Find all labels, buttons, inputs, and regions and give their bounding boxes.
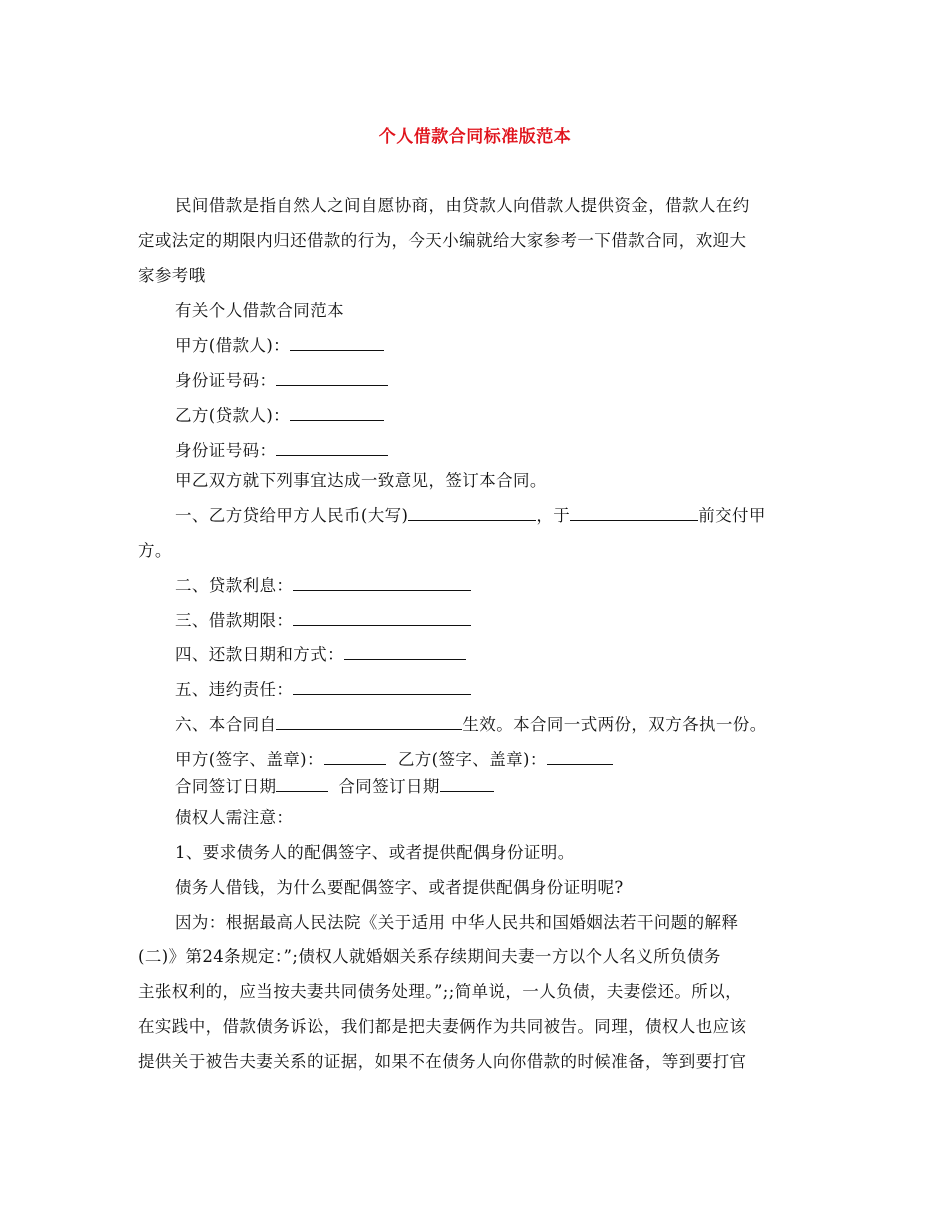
clause-2-label: 二、贷款利息： [175,576,294,595]
clause-5-label: 五、违约责任： [175,680,294,699]
party-a-blank [290,334,384,351]
party-b-id-blank [276,439,388,456]
party-b-id-label: 身份证号码： [175,441,277,460]
clause-6-blank [276,713,462,730]
clause-4-blank [344,643,466,660]
reason-line-3: 主张权利的，应当按夫妻共同债务处理。”;;简单说，一人负债，夫妻偿还。所以， [138,982,743,1001]
party-b-line [138,404,865,428]
notice-item-1: 1、要求债务人的配偶签字、或者提供配偶身份证明。 [175,843,575,862]
notice-title: 债权人需注意： [175,808,294,827]
clause-2-blank [293,574,471,591]
document-title: 个人借款合同标准版范本 [378,127,572,147]
date-b-label: 合同签订日期 [338,777,440,796]
clause-1-amount-blank [408,504,536,521]
clause-6-text-b: 生效。本合同一式两份，双方各执一份。 [462,715,767,734]
clause-1-date-blank [570,504,698,521]
party-a-id-blank [276,369,388,386]
date-a-blank [276,775,328,792]
question-line: 债务人借钱，为什么要配偶签字、或者提供配偶身份证明呢? [175,878,624,897]
date-line [138,775,865,799]
clause-1-line [138,504,865,528]
party-b-label: 乙方(贷款人)： [175,406,291,425]
clause-3-line [138,609,865,633]
clause-4-label: 四、还款日期和方式： [175,645,344,664]
clause-3-label: 三、借款期限： [175,611,294,630]
agreement-line: 甲乙双方就下列事宜达成一致意见，签订本合同。 [175,471,547,490]
sign-b-blank [547,748,613,765]
date-a-label: 合同签订日期 [175,777,277,796]
sign-b-label: 乙方(签字、盖章)： [397,750,547,769]
party-a-label: 甲方(借款人)： [175,336,291,355]
sign-a-label: 甲方(签字、盖章)： [175,750,324,769]
clause-1-text-a: 一、乙方贷给甲方人民币(大写) [175,506,409,525]
clause-1-continuation: 方。 [138,541,172,560]
reason-line-5: 提供关于被告夫妻关系的证据，如果不在债务人向你借款的时候准备，等到要打官 [138,1052,747,1071]
intro-line-2: 定或法定的期限内归还借款的行为，今天小编就给大家参考一下借款合同，欢迎大 [138,231,747,250]
clause-4-line [138,643,865,667]
clause-1-text-c: 前交付甲 [698,506,766,525]
clause-6-line [138,713,865,737]
reason-line-1: 因为：根据最高人民法院《关于适用 中华人民共和国婚姻法若干问题的解释 [175,913,739,932]
reason-line-4: 在实践中，借款债务诉讼，我们都是把夫妻俩作为共同被告。同理，债权人也应该 [138,1017,747,1036]
clause-3-blank [293,609,471,626]
clause-5-line [138,678,865,702]
clause-6-text-a: 六、本合同自 [175,715,277,734]
party-b-id-line [138,439,865,463]
signature-line [138,748,865,772]
clause-1-text-b: ，于 [536,506,571,525]
clause-5-blank [293,678,471,695]
reason-line-2: (二)》第24条规定：”;债权人就婚姻关系存续期间夫妻一方以个人名义所负债务 [138,947,721,966]
party-b-blank [290,404,384,421]
intro-line-3: 家参考哦 [138,266,206,285]
party-a-id-line [138,369,865,393]
party-a-line [138,334,865,358]
clause-2-line [138,574,865,598]
date-b-blank [440,775,494,792]
party-a-id-label: 身份证号码： [175,371,277,390]
intro-line-1: 民间借款是指自然人之间自愿协商，由贷款人向借款人提供资金，借款人在约 [175,196,750,215]
contract-subtitle: 有关个人借款合同范本 [175,301,344,320]
sign-a-blank [324,748,386,765]
